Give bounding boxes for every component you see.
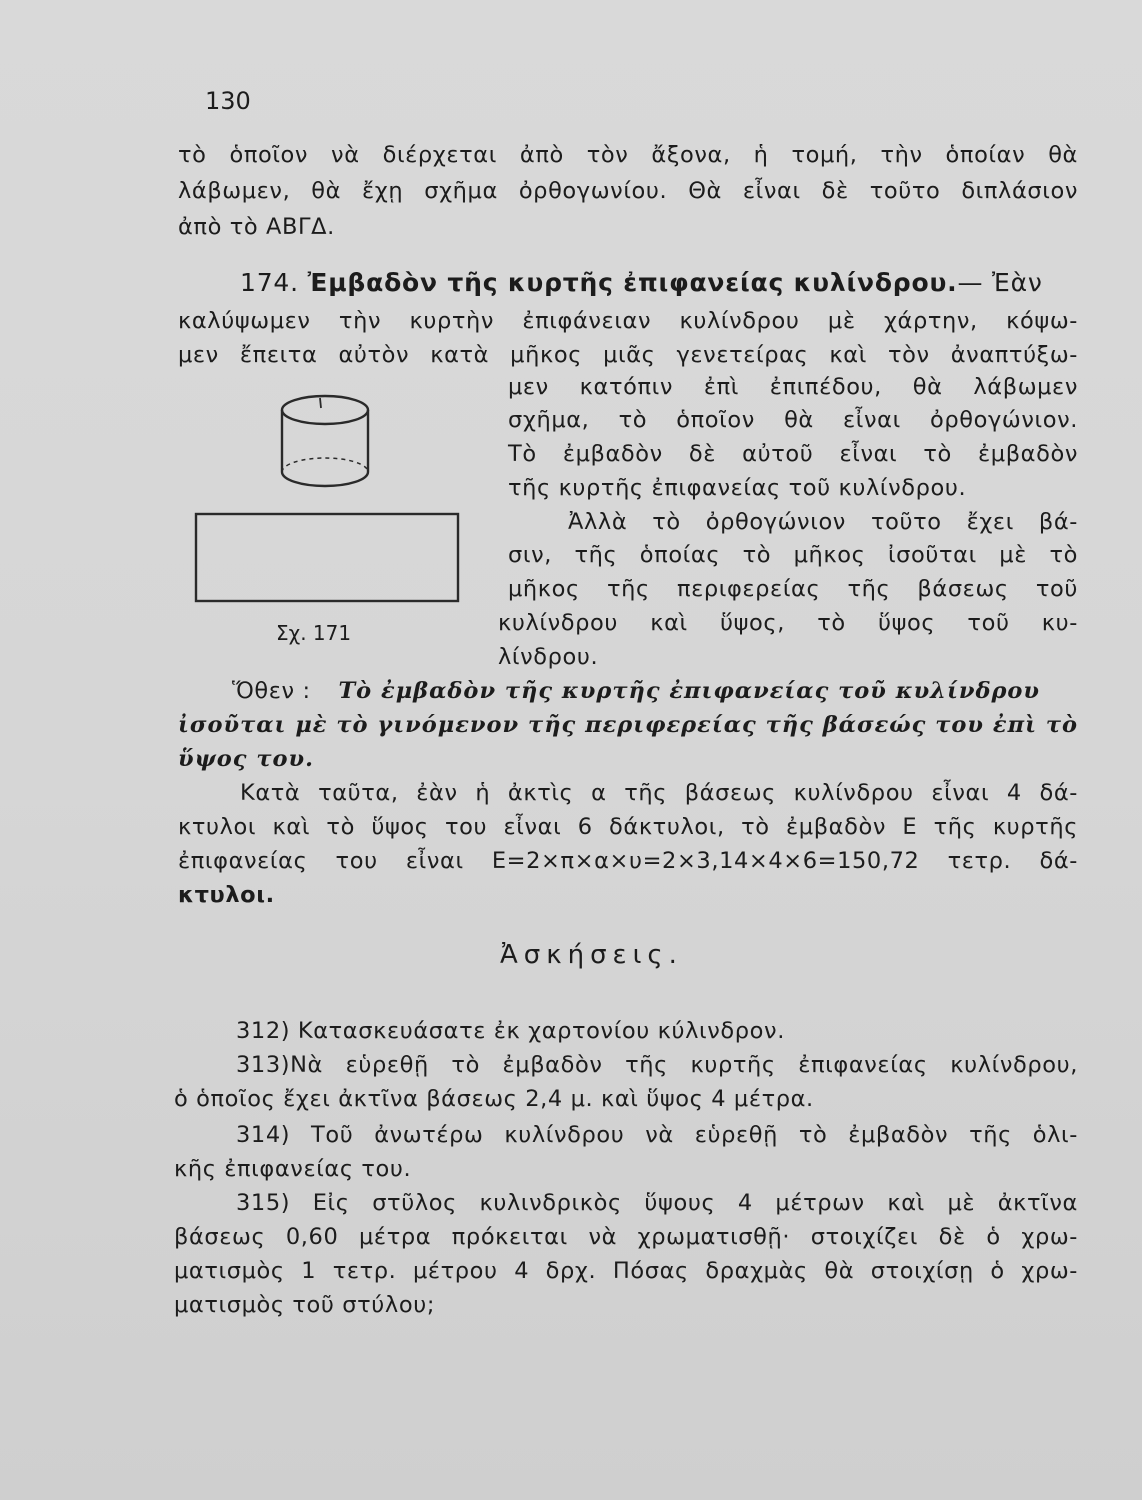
unrolled-rectangle	[196, 514, 458, 601]
section-heading	[240, 268, 1080, 298]
section-line-10: κυλίνδρου καὶ ὕψος, τὸ ὕψος τοῦ κυ-	[498, 610, 1078, 636]
exercise-line-4: 314) Τοῦ ἀνωτέρω κυλίνδρου νὰ εὑρεθῇ τὸ ἐμβαδὸν τῆς ὁλι-	[236, 1122, 1078, 1148]
intro-line-2: λάβωμεν, θὰ ἔχῃ σχῆμα ὀρθογωνίου. Θὰ εἶναι δὲ τοῦτο διπλάσιον	[178, 178, 1078, 204]
rule-text-1: Τὸ ἐμβαδὸν τῆς κυρτῆς ἐπιφανείας τοῦ κυλίνδρου	[338, 678, 1041, 704]
figure-caption: Σχ. 171	[276, 621, 352, 645]
example-line-3: ἐπιφανείας του εἶναι Ε=2×π×α×υ=2×3,14×4×6=150,72 τετρ. δά-	[178, 848, 1078, 874]
section-line-4: σχῆμα, τὸ ὁποῖον θὰ εἶναι ὀρθογώνιον.	[508, 407, 1078, 433]
section-number: 174.	[240, 268, 299, 297]
exercises-title: Ἀσκήσεις.	[500, 940, 683, 970]
section-line-9: μῆκος τῆς περιφερείας τῆς βάσεως τοῦ	[508, 576, 1078, 602]
exercise-line-2: 313)Νὰ εὑρεθῇ τὸ ἐμβαδὸν τῆς κυρτῆς ἐπιφανείας κυλίνδρου,	[236, 1052, 1078, 1078]
section-line-7: Ἀλλὰ τὸ ὀρθογώνιον τοῦτο ἔχει βά-	[568, 509, 1078, 535]
section-line-8: σιν, τῆς ὁποίας τὸ μῆκος ἰσοῦται μὲ τὸ	[508, 542, 1078, 568]
exercise-line-5: κῆς ἐπιφανείας του.	[174, 1156, 412, 1182]
exercise-line-6: 315) Εἰς στῦλος κυλινδρικὸς ὕψους 4 μέτρων καὶ μὲ ἀκτῖνα	[236, 1190, 1078, 1216]
intro-line-1: τὸ ὁποῖον νὰ διέρχεται ἀπὸ τὸν ἄξονα, ἡ τομή, τὴν ὁποίαν θὰ	[178, 142, 1078, 168]
section-line-1: καλύψωμεν τὴν κυρτὴν ἐπιφάνειαν κυλίνδρου μὲ χάρτην, κόψω-	[178, 308, 1078, 334]
exercise-line-8: ματισμὸς 1 τετρ. μέτρου 4 δρχ. Πόσας δραχμὰς θὰ στοιχίσῃ ὁ χρω-	[174, 1258, 1078, 1284]
exercise-line-3: ὁ ὁποῖος ἔχει ἀκτῖνα βάσεως 2,4 μ. καὶ ὕψος 4 μέτρα.	[174, 1086, 814, 1112]
cylinder-top-ellipse	[282, 396, 368, 424]
intro-line-3: ἀπὸ τὸ ΑΒΓΔ.	[178, 214, 335, 240]
section-line-3: μεν κατόπιν ἐπὶ ἐπιπέδου, θὰ λάβωμεν	[508, 374, 1078, 400]
rule-line-3: ὕψος του.	[178, 746, 314, 772]
exercise-line-1: 312) Κατασκευάσατε ἐκ χαρτονίου κύλινδρον.	[236, 1018, 785, 1044]
rule-line-1	[232, 676, 1078, 706]
cylinder-bottom-front	[282, 472, 368, 486]
cylinder-seam-mark	[320, 398, 321, 408]
section-line-6: τῆς κυρτῆς ἐπιφανείας τοῦ κυλίνδρου.	[508, 475, 967, 501]
section-dash-lead: — Ἐὰν	[957, 268, 1043, 297]
rule-line-2: ἰσοῦται μὲ τὸ γινόμενον τῆς περιφερείας τῆς βάσεώς του ἐπὶ τὸ	[178, 712, 1078, 738]
cylinder-bottom-back	[282, 458, 368, 472]
section-line-11: λίνδρου.	[498, 644, 599, 670]
cylinder-figure	[190, 380, 470, 610]
rule-lead: Ὅθεν :	[232, 678, 311, 704]
page-number: 130	[205, 87, 251, 115]
example-line-4: κτυλοι.	[178, 882, 275, 908]
section-title: Ἐμβαδὸν τῆς κυρτῆς ἐπιφανείας κυλίνδρου.	[307, 268, 958, 297]
exercise-line-9: ματισμὸς τοῦ στύλου;	[174, 1292, 435, 1318]
example-line-1: Κατὰ ταῦτα, ἐὰν ἡ ἀκτὶς α τῆς βάσεως κυλίνδρου εἶναι 4 δά-	[240, 780, 1078, 806]
section-line-5: Τὸ ἐμβαδὸν δὲ αὐτοῦ εἶναι τὸ ἐμβαδὸν	[508, 441, 1078, 467]
example-line-2: κτυλοι καὶ τὸ ὕψος του εἶναι 6 δάκτυλοι, τὸ ἐμβαδὸν Ε τῆς κυρτῆς	[178, 814, 1078, 840]
section-line-2: μεν ἔπειτα αὐτὸν κατὰ μῆκος μιᾶς γενετείρας καὶ τὸν ἀναπτύξω-	[178, 342, 1078, 368]
exercise-line-7: βάσεως 0,60 μέτρα πρόκειται νὰ χρωματισθῇ· στοιχίζει δὲ ὁ χρω-	[174, 1224, 1078, 1250]
